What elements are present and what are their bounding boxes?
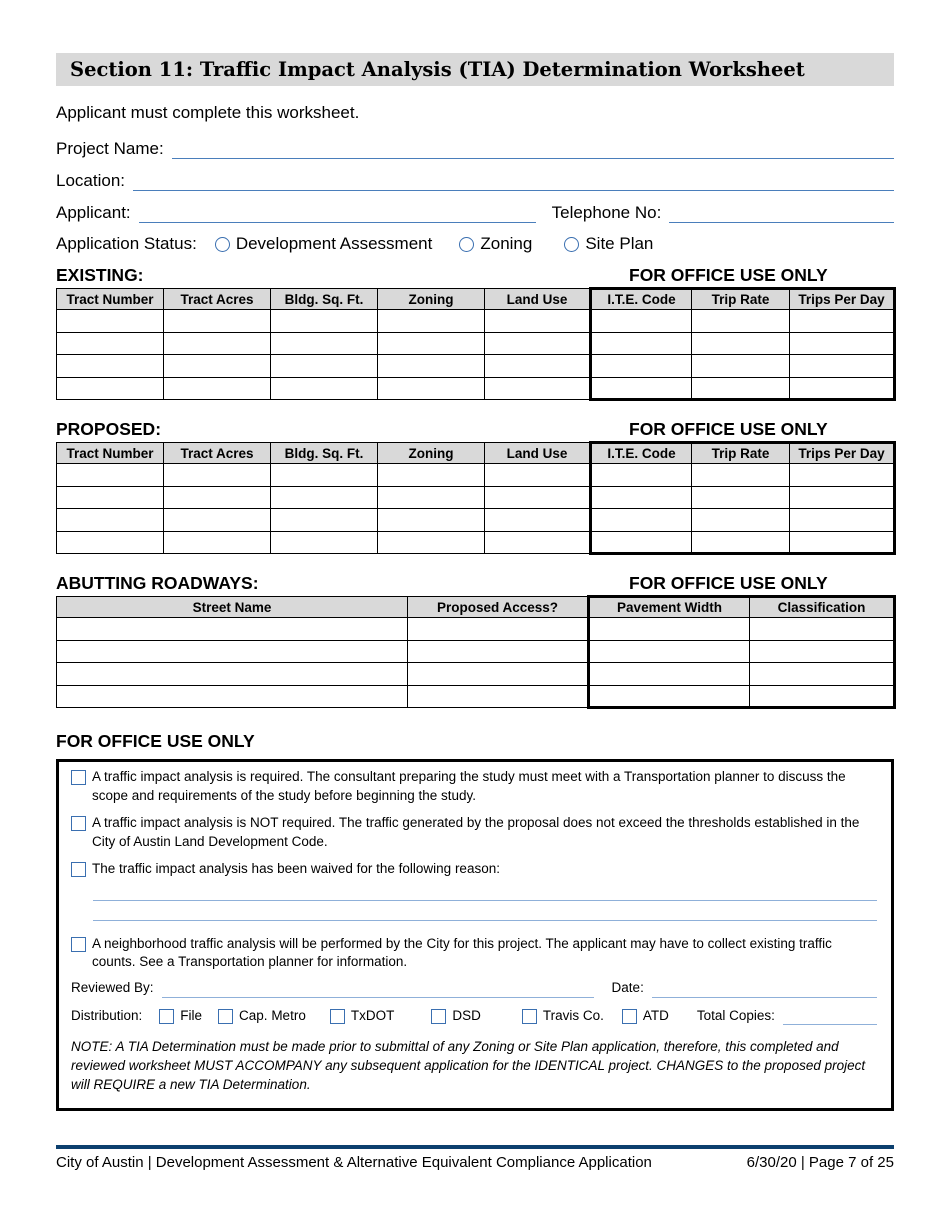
table-cell[interactable] [271,355,378,378]
col-header: Zoning [378,289,485,310]
table-cell[interactable] [692,310,790,333]
telephone-label: Telephone No: [551,203,662,222]
table-cell[interactable] [591,509,692,532]
office-use-label: FOR OFFICE USE ONLY [629,419,828,439]
table-cell[interactable] [790,332,895,355]
checkbox-icon[interactable] [71,862,86,877]
table-cell[interactable] [378,486,485,509]
table-cell[interactable] [485,310,591,333]
distribution-row [71,1006,877,1028]
table-cell[interactable] [591,531,692,554]
radio-label: Site Plan [585,234,654,253]
distribution-label: Distribution: [71,1008,143,1024]
col-header: Tract Acres [164,289,271,310]
table-row [57,377,895,400]
col-header: I.T.E. Code [591,443,692,464]
table-cell[interactable] [164,377,271,400]
table-cell[interactable] [589,663,750,686]
table-cell[interactable] [591,464,692,487]
col-header: Land Use [485,289,591,310]
radio-label: Zoning [480,234,533,253]
office-section-heading: FOR OFFICE USE ONLY [56,731,255,751]
table-cell[interactable] [485,486,591,509]
table-cell[interactable] [378,464,485,487]
checkbox-icon[interactable] [431,1009,446,1024]
table-cell[interactable] [164,332,271,355]
location-field[interactable] [133,176,894,191]
proposed-header [56,419,894,441]
table-row [57,486,895,509]
table-cell[interactable] [164,355,271,378]
table-cell[interactable] [692,509,790,532]
table-cell[interactable] [408,618,589,641]
col-header: Pavement Width [589,597,750,618]
reviewed-by-row [71,978,877,998]
table-cell[interactable] [57,377,164,400]
table-row [57,464,895,487]
table-cell[interactable] [692,464,790,487]
table-cell[interactable] [271,377,378,400]
table-cell[interactable] [378,509,485,532]
footer-right: 6/30/20 | Page 7 of 25 [746,1154,894,1171]
col-header: Trip Rate [692,289,790,310]
option-neighborhood-analysis[interactable] [71,935,877,972]
option-tia-not-required[interactable] [71,814,877,851]
office-use-label: FOR OFFICE USE ONLY [629,573,828,593]
footer-divider [56,1145,894,1149]
table-cell[interactable] [271,332,378,355]
office-section-header [56,731,894,753]
table-cell[interactable] [378,310,485,333]
checkbox-icon[interactable] [71,770,86,785]
table-cell[interactable] [57,640,408,663]
page-footer [56,1154,894,1171]
table-cell[interactable] [57,509,164,532]
table-cell[interactable] [790,509,895,532]
project-name-label: Project Name: [56,139,164,158]
distribution-file-label: File [180,1008,203,1024]
table-cell[interactable] [164,464,271,487]
applicant-label: Applicant: [56,203,131,222]
table-header-row [57,289,895,310]
col-header: Classification [750,597,895,618]
col-header: Zoning [378,443,485,464]
total-copies-field[interactable] [783,1011,877,1025]
col-header: Trips Per Day [790,443,895,464]
waived-reason-line-2[interactable] [93,901,877,921]
table-cell[interactable] [591,332,692,355]
telephone-field[interactable] [669,208,894,223]
table-cell[interactable] [57,531,164,554]
table-cell[interactable] [57,486,164,509]
project-name-field[interactable] [172,144,894,159]
option-tia-waived[interactable] [71,860,877,879]
col-header: Trips Per Day [790,289,895,310]
radio-circle-icon [215,237,230,252]
table-cell[interactable] [790,464,895,487]
col-header: Tract Acres [164,443,271,464]
table-cell[interactable] [57,310,164,333]
table-cell[interactable] [57,332,164,355]
existing-header [56,265,894,287]
radio-label: Development Assessment [235,234,433,253]
col-header: I.T.E. Code [591,289,692,310]
applicant-field[interactable] [139,208,536,223]
intro-text: Applicant must complete this worksheet. [56,103,360,122]
table-cell[interactable] [790,355,895,378]
distribution-atd-label: ATD [642,1008,669,1024]
table-row [57,685,895,708]
table-cell[interactable] [589,640,750,663]
table-cell[interactable] [790,531,895,554]
table-cell[interactable] [485,355,591,378]
status-radio-site-plan[interactable] [564,234,653,254]
col-header: Tract Number [57,443,164,464]
table-cell[interactable] [589,685,750,708]
radio-circle-icon [459,237,474,252]
table-cell[interactable] [57,355,164,378]
col-header: Proposed Access? [408,597,589,618]
table-cell[interactable] [378,355,485,378]
table-cell[interactable] [750,663,895,686]
table-cell[interactable] [57,618,408,641]
reviewed-by-label: Reviewed By: [71,980,154,995]
table-cell[interactable] [164,531,271,554]
office-use-box [56,759,894,1111]
table-row [57,332,895,355]
table-cell[interactable] [485,464,591,487]
table-cell[interactable] [271,464,378,487]
option-text: A traffic impact analysis is required. The consultant preparing the study must meet with a Transportation planner to discuss the scope and requirements of the study before beginning the study. [92,769,846,803]
table-cell[interactable] [692,486,790,509]
office-use-label: FOR OFFICE USE ONLY [629,265,828,285]
col-header: Street Name [57,597,408,618]
table-cell[interactable] [790,486,895,509]
location-row [56,169,894,191]
application-status-label: Application Status: [56,234,197,253]
table-cell[interactable] [591,377,692,400]
footer-left: City of Austin | Development Assessment & Alternative Equivalent Compliance Application [56,1154,652,1171]
total-copies-label: Total Copies: [696,1008,775,1024]
table-row [57,509,895,532]
table-row [57,531,895,554]
option-tia-required[interactable] [71,768,877,805]
application-status-row [56,233,894,255]
checkbox-icon[interactable] [330,1009,345,1024]
roadways-heading: ABUTTING ROADWAYS: [56,573,259,593]
option-text: A traffic impact analysis is NOT required. The traffic generated by the proposal does not exceed the thresholds established in the City of Austin Land Development Code. [92,815,860,849]
option-text: A neighborhood traffic analysis will be performed by the City for this project. The applicant may have to collect existing traffic counts. See a Transportation planner for information. [92,935,832,969]
applicant-row [56,201,894,223]
table-cell[interactable] [164,509,271,532]
option-text: The traffic impact analysis has been waived for the following reason: [92,861,500,876]
table-cell[interactable] [271,486,378,509]
checkbox-icon[interactable] [218,1009,233,1024]
checkbox-icon[interactable] [622,1009,637,1024]
table-cell[interactable] [408,640,589,663]
table-cell[interactable] [408,663,589,686]
col-header: Land Use [485,443,591,464]
table-cell[interactable] [378,377,485,400]
waived-reason-line-1[interactable] [93,881,877,901]
table-cell[interactable] [164,310,271,333]
table-cell[interactable] [271,509,378,532]
distribution-dsd-label: DSD [452,1008,481,1024]
section-title: Section 11: Traffic Impact Analysis (TIA) Determination Worksheet [56,53,894,86]
table-cell[interactable] [57,685,408,708]
proposed-table [56,441,896,555]
table-cell[interactable] [589,618,750,641]
date-label: Date: [611,980,644,995]
distribution-capmetro-label: Cap. Metro [239,1008,306,1024]
worksheet-page [56,53,894,1111]
table-cell[interactable] [790,377,895,400]
table-cell[interactable] [750,640,895,663]
location-label: Location: [56,171,125,190]
table-header-row [57,443,895,464]
table-cell[interactable] [271,310,378,333]
table-header-row [57,597,895,618]
table-row [57,640,895,663]
table-cell[interactable] [485,377,591,400]
col-header: Bldg. Sq. Ft. [271,289,378,310]
table-cell[interactable] [485,509,591,532]
table-cell[interactable] [591,310,692,333]
table-cell[interactable] [692,355,790,378]
table-row [57,355,895,378]
roadways-table [56,595,896,709]
table-row [57,618,895,641]
checkbox-icon[interactable] [71,937,86,952]
table-cell[interactable] [692,377,790,400]
table-cell[interactable] [57,663,408,686]
table-cell[interactable] [408,685,589,708]
table-cell[interactable] [485,332,591,355]
table-cell[interactable] [790,310,895,333]
existing-heading: EXISTING: [56,265,144,285]
status-radio-development-assessment[interactable] [215,234,433,254]
date-field[interactable] [652,984,877,998]
tia-note: NOTE: A TIA Determination must be made prior to submittal of any Zoning or Site Plan application, therefore, this completed and reviewed worksheet MUST ACCOMPANY any subsequent application for the IDENTICAL project. CHANGES to the proposed project will REQUIRE a new TIA Determination. [71,1038,866,1092]
table-cell[interactable] [271,531,378,554]
table-cell[interactable] [591,355,692,378]
col-header: Bldg. Sq. Ft. [271,443,378,464]
table-cell[interactable] [750,685,895,708]
roadways-header [56,573,894,595]
checkbox-icon[interactable] [522,1009,537,1024]
table-cell[interactable] [485,531,591,554]
table-row [57,663,895,686]
project-name-row [56,137,894,159]
table-row [57,310,895,333]
status-radio-zoning[interactable] [459,234,532,254]
table-cell[interactable] [692,531,790,554]
checkbox-icon[interactable] [159,1009,174,1024]
table-cell[interactable] [692,332,790,355]
col-header: Tract Number [57,289,164,310]
radio-circle-icon [564,237,579,252]
reviewed-by-field[interactable] [162,984,594,998]
table-cell[interactable] [164,486,271,509]
existing-table [56,287,896,401]
checkbox-icon[interactable] [71,816,86,831]
col-header: Trip Rate [692,443,790,464]
table-cell[interactable] [591,486,692,509]
table-cell[interactable] [57,464,164,487]
distribution-txdot-label: TxDOT [350,1008,395,1024]
proposed-heading: PROPOSED: [56,419,162,439]
table-cell[interactable] [378,531,485,554]
table-cell[interactable] [750,618,895,641]
distribution-travis-label: Travis Co. [542,1008,604,1024]
table-cell[interactable] [378,332,485,355]
